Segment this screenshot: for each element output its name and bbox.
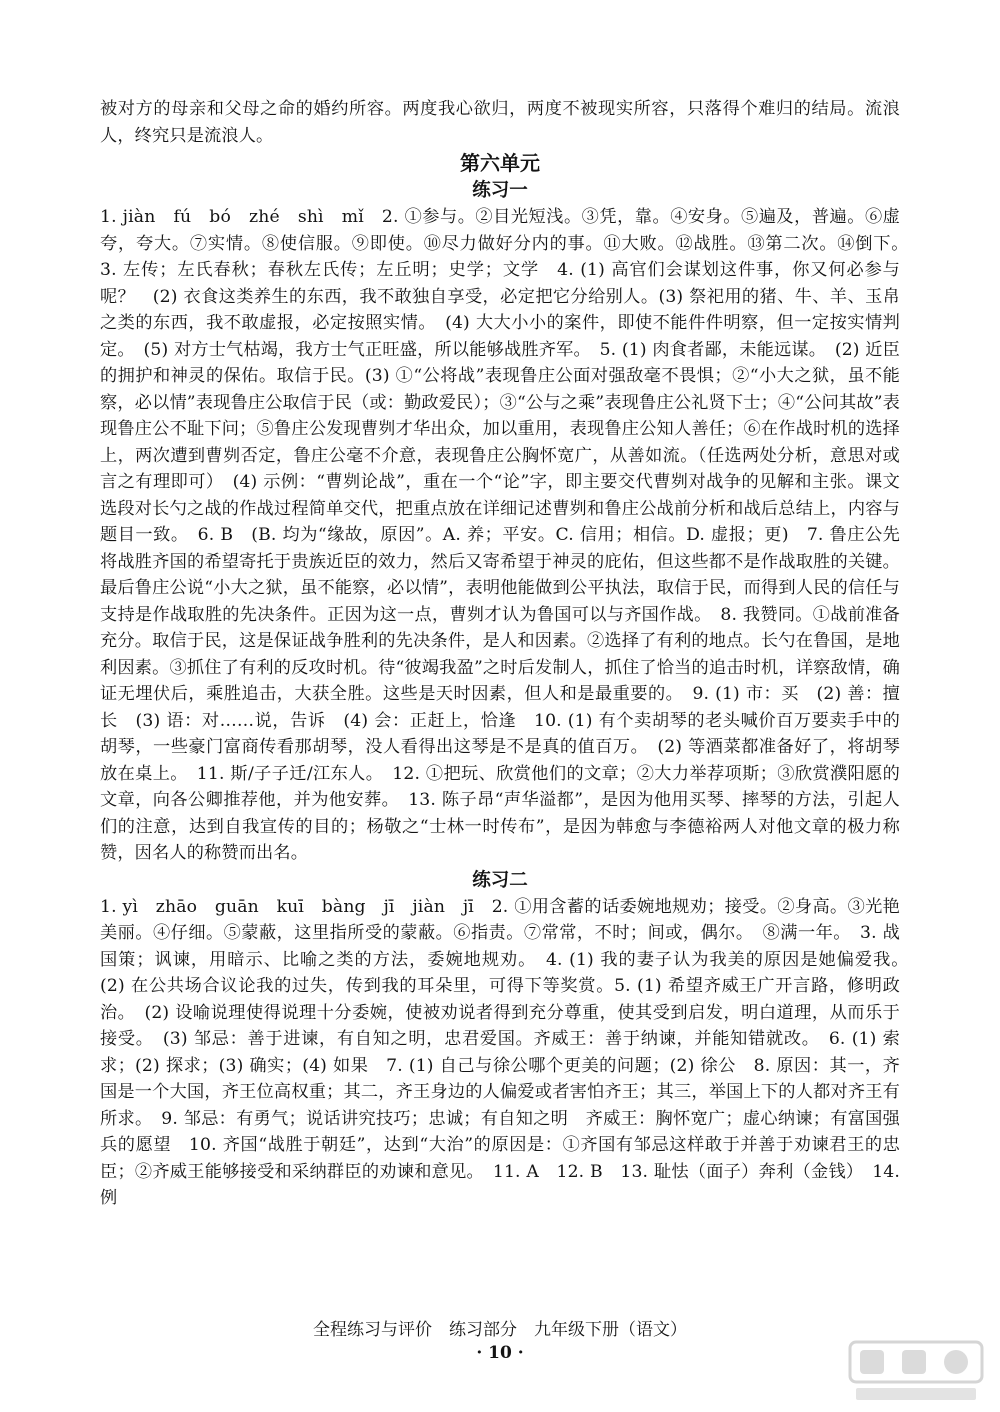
- exercise-2-answers: 1. yì zhāo guān kuī bàng jī jiàn jī 2. ①用含蓄的话委婉地规劝；接受。②身高。③光艳美丽。④仔细。⑤蒙蔽，这里指所受的蒙蔽。⑥指责。⑦常常，不时；间或，偶尔。 ⑧满一年。 3. 战国策；讽谏，用暗示、比喻之类的方法，委婉地规劝。 4. (1) 我的妻子认为我美的原因是她偏爱我。 (2) 在公共场合议论我的过失，传到我的耳朵里，可得下等奖赏。5. (1) 希望齐威王广开言路，修明政治。 (2) 设喻说理使得说理十分委婉，使被劝说者得到充分尊重，使其受到启发，明白道理，从而乐于接受。 (3) 邹忌：善于进谏，有自知之明，忠君爱国。齐威王：善于纳谏，并能知错就改。 6. (1) 索求；(2) 探求；(3) 确实；(4) 如果 7. (1) 自己与徐公哪个更美的问题；(2) 徐公 8. 原因：其一，齐国是一个大国，齐王位高权重；其二，齐王身边的人偏爱或者害怕齐王；其三，举国上下的人都对齐王有所求。 9. 邹忌：有勇气；说话讲究技巧；忠诚；有自知之明 齐威王：胸怀宽广；虚心纳谏；有富国强兵的愿望 10. 齐国“战胜于朝廷”，达到“大治”的原因是：①齐国有邹忌这样敢于并善于劝谏君王的忠臣；②齐威王能够接受和采纳群臣的劝谏和意见。 11. A 12. B 13. 耻怯（面子）奔利（金钱） 14. 例: [100, 896, 918, 1208]
- page-number: · 10 ·: [476, 1343, 524, 1363]
- watermark-logo: [846, 1338, 986, 1404]
- exercise-2-title: 练习二: [472, 869, 528, 891]
- intro-paragraph: 被对方的母亲和父母之命的婚约所容。两度我心欲归，两度不被现实所容，只落得个难归的结局。流浪人，终究只是流浪人。: [100, 99, 900, 146]
- watermark-logo-icon: [846, 1338, 986, 1404]
- exercise-1-answers: 1. jiàn fú bó zhé shì mǐ 2. ①参与。②目光短浅。③凭，靠。④安身。⑤遍及，普遍。⑥虚夸，夸大。⑦实情。⑧使信服。⑨即使。⑩尽力做好分内的事。⑪大败。⑫战胜。⑬第二次。⑭倒下。 3. 左传；左氏春秋；春秋左氏传；左丘明；史学；文学 4. (1) 高官们会谋划这件事，你又何必参与呢？ (2) 衣食这类养生的东西，我不敢独自享受，必定把它分给别人。(3) 祭祀用的猪、牛、羊、玉帛之类的东西，我不敢虚报，必定按照实情。 (4) 大大小小的案件，即使不能件件明察，但一定按实情判定。 (5) 对方士气枯竭，我方士气正旺盛，所以能够战胜齐军。 5. (1) 肉食者鄙，未能远谋。 (2) 近臣的拥护和神灵的保佑。取信于民。(3) ①“公将战”表现鲁庄公面对强敌毫不畏惧；②“小大之狱，虽不能察，必以情”表现鲁庄公取信于民（或：勤政爱民）；③“公与之乘”表现鲁庄公礼贤下士；④“公问其故”表现鲁庄公不耻下问；⑤鲁庄公发现曹刿才华出众，加以重用，表现鲁庄公知人善任；⑥在作战时机的选择上，两次遭到曹刿否定，鲁庄公毫不介意，表现鲁庄公胸怀宽广，从善如流。（任选两处分析，意思对或言之有理即可） (4) 示例：“曹刿论战”，重在一个“论”字，即主要交代曹刿对战争的见解和主张。课文选段对长勺之战的作战过程简单交代，把重点放在详细记述曹刿和鲁庄公战前分析和战后总结上，内容与题目一致。 6. B (B. 均为“缘故，原因”。A. 养；平安。C. 信用；相信。D. 虚报；更) 7. 鲁庄公先将战胜齐国的希望寄托于贵族近臣的效力，然后又寄希望于神灵的庇佑，但这些都不是作战取胜的关键。最后鲁庄公说“小大之狱，虽不能察，必以情”，表明他能做到公平执法，取信于民，而得到人民的信任与支持是作战取胜的先决条件。正因为这一点，曹刿才认为鲁国可以与齐国作战。 8. 我赞同。①战前准备充分。取信于民，这是保证战争胜利的先决条件，是人和因素。②选择了有利的地点。长勺在鲁国，是地利因素。③抓住了有利的反攻时机。待“彼竭我盈”之时后发制人，抓住了恰当的追击时机，详察敌情，确证无埋伏后，乘胜追击，大获全胜。这些是天时因素，但人和是最重要的。 9. (1) 市：买 (2) 善：擅长 (3) 语：对……说，告诉 (4) 会：正赶上，恰逢 10. (1) 有个卖胡琴的老头喊价百万要卖手中的胡琴，一些豪门富商传看那胡琴，没人看得出这琴是不是真的值百万。 (2) 等酒菜都准备好了，将胡琴放在桌上。 11. 斯/子子迁/江东人。 12. ①把玩、欣赏他们的文章；②大力举荐项斯；③欣赏濮阳愿的文章，向各公卿推荐他，并为他安葬。 13. 陈子昂“声华溢都”，是因为他用买琴、摔琴的方法，引起人们的注意，达到自我宣传的目的；杨敬之“士林一时传布”，是因为韩愈与李德裕两人对他文章的极力称赞，因名人的称赞而出名。: [100, 207, 918, 863]
- exercise-1-title: 练习一: [472, 180, 528, 201]
- page-content: [100, 96, 918, 1212]
- unit-title: 第六单元: [460, 151, 540, 175]
- page-footer: 全程练习与评价 练习部分 九年级下册（语文）: [313, 1320, 687, 1340]
